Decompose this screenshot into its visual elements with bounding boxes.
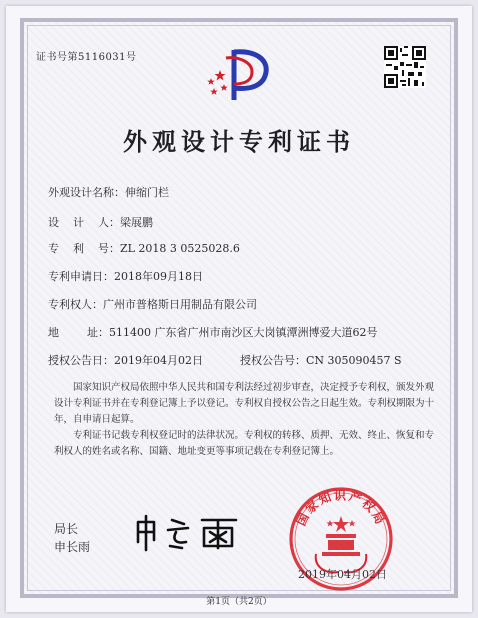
patent-number-row <box>48 240 240 256</box>
design-name-row <box>48 184 169 200</box>
address-value: 511400 广东省广州市南沙区大岗镇潭洲博爱大道62号 <box>108 326 378 339</box>
patentee-label: 专利权人： <box>48 298 103 311</box>
designer-value: 梁展鹏 <box>119 216 153 229</box>
page-footer: 第1页（共2页） <box>206 597 272 607</box>
patentee-value: 广州市普格斯日用制品有限公司 <box>103 298 257 311</box>
seal-date: 2019年04月02日 <box>298 568 387 581</box>
qr-code-icon <box>384 46 426 88</box>
address-row <box>48 324 377 340</box>
design-name-value: 伸缩门栏 <box>125 186 169 199</box>
designer-label: 设 计 人： <box>48 216 120 229</box>
grant-date-row <box>48 352 203 368</box>
patentee-row <box>48 296 257 312</box>
patent-number-label: 专 利 号： <box>48 242 120 255</box>
design-name-label: 外观设计名称： <box>48 186 125 199</box>
cnipa-emblem-icon <box>204 44 276 106</box>
certificate-number: 证书号第5116031号 <box>36 52 137 63</box>
grant-date-value: 2019年04月02日 <box>114 354 203 367</box>
address-label: 地 址： <box>48 326 109 339</box>
grant-number-value: CN 305090457 S <box>306 354 402 367</box>
filing-date-row <box>48 268 203 284</box>
grant-statement-paragraph: 国家知识产权局依照中华人民共和国专利法经过初步审查，决定授予专利权，颁发外观设计专利证书并在专利登记簿上予以登记。专利权自授权公告之日起生效。专利权期限为十年，自申请日起算。 <box>54 382 435 425</box>
filing-date-label: 专利申请日： <box>48 270 114 283</box>
director-signature <box>132 512 252 552</box>
patent-number-value: ZL 2018 3 0525028.6 <box>119 242 240 255</box>
director-name: 申长雨 <box>54 540 91 554</box>
certificate-title: 外观设计专利证书 <box>123 127 355 156</box>
seal-text: 国家知识产权局 <box>294 488 388 529</box>
grant-number-row <box>240 352 402 368</box>
filing-date-value: 2018年09月18日 <box>114 270 203 283</box>
designer-row <box>48 214 153 230</box>
grant-number-label: 授权公告号： <box>240 354 306 367</box>
director-title: 局长 <box>54 522 79 536</box>
certificate-page <box>6 6 472 612</box>
grant-date-label: 授权公告日： <box>48 354 114 367</box>
legal-status-paragraph: 专利证书记载专利权登记时的法律状况。专利权的转移、质押、无效、终止、恢复和专利权人的姓名或名称、国籍、地址变更等事项记载在专利登记簿上。 <box>54 430 435 457</box>
